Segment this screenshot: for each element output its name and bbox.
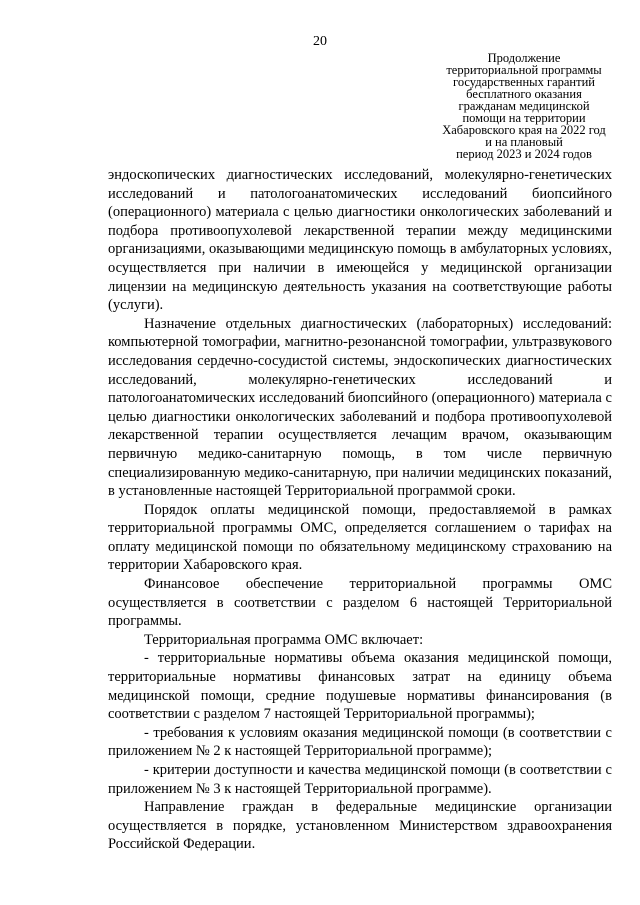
header-line: государственных гарантий	[453, 75, 595, 89]
paragraph: Направление граждан в федеральные медицинские организации осуществляется в порядке, установленном Министерством здравоохранения Российской Федерации.	[108, 799, 612, 853]
list-item: - требования к условиям оказания медицинской помощи (в соответствии с приложением № 2 к настоящей Территориальной программе);	[108, 724, 612, 760]
header-line: помощи на территории	[462, 111, 586, 125]
header-line: период 2023 и 2024 годов	[456, 147, 592, 161]
paragraph: Назначение отдельных диагностических (лабораторных) исследований: компьютерной томографии, магнитно-резонансной томографии, ультразвукового исследования сердечно-сосудистой системы, эндоскопических диагностических исследований, молекулярно-генетических исследований и патологоанатомических исследований биопсийного (операционного) материала с целью диагностики онкологических заболеваний и подбора противоопухолевой лекарственной терапии осуществляется лечащим врачом, оказывающим первичную медико-санитарную помощь, в том числе первичную специализированную медико-санитарную, при наличии медицинских показаний, в установленные настоящей Территориальной программой сроки.	[108, 315, 612, 500]
paragraph: Территориальная программа ОМС включает:	[144, 631, 424, 648]
page-number: 20	[313, 34, 327, 49]
paragraph: Финансовое обеспечение территориальной программы ОМС осуществляется в соответствии с разделом 6 настоящей Территориальной программы.	[108, 576, 612, 630]
paragraph: Порядок оплаты медицинской помощи, предоставляемой в рамках территориальной программы ОМС, определяется соглашением о тарифах на оплату медицинской помощи по обязательному медицинскому страхованию на территории Хабаровского края.	[108, 501, 612, 574]
list-item: - критерии доступности и качества медицинской помощи (в соответствии с приложением № 3 к настоящей Территориальной программе).	[108, 762, 612, 797]
document-header	[424, 52, 624, 160]
header-line: территориальной программы	[446, 63, 602, 77]
header-line: Хабаровского края на 2022 год	[442, 123, 606, 137]
list-item: - территориальные нормативы объема оказания медицинской помощи, территориальные нормативы финансовых затрат на единицу объема медицинской помощи, средние подушевые нормативы финансирования (в соответствии с разделом 7 настоящей Территориальной программы);	[108, 650, 612, 723]
document-body	[108, 166, 612, 854]
header-line: гражданам медицинской	[458, 99, 590, 113]
paragraph: эндоскопических диагностических исследований, молекулярно-генетических исследований и патологоанатомических исследований биопсийного (операционного) материала с целью диагностики онкологических заболеваний и подбора противоопухолевой лекарственной терапии между медицинскими организациями, оказывающими медицинскую помощь в амбулаторных условиях, осуществляется при наличии в имеющейся у медицинской организации лицензии на медицинскую деятельность указания на соответствующие работы (услуги).	[108, 167, 612, 314]
header-line: Продолжение	[487, 51, 561, 65]
header-line: бесплатного оказания	[466, 87, 582, 101]
header-line: и на плановый	[485, 135, 563, 149]
